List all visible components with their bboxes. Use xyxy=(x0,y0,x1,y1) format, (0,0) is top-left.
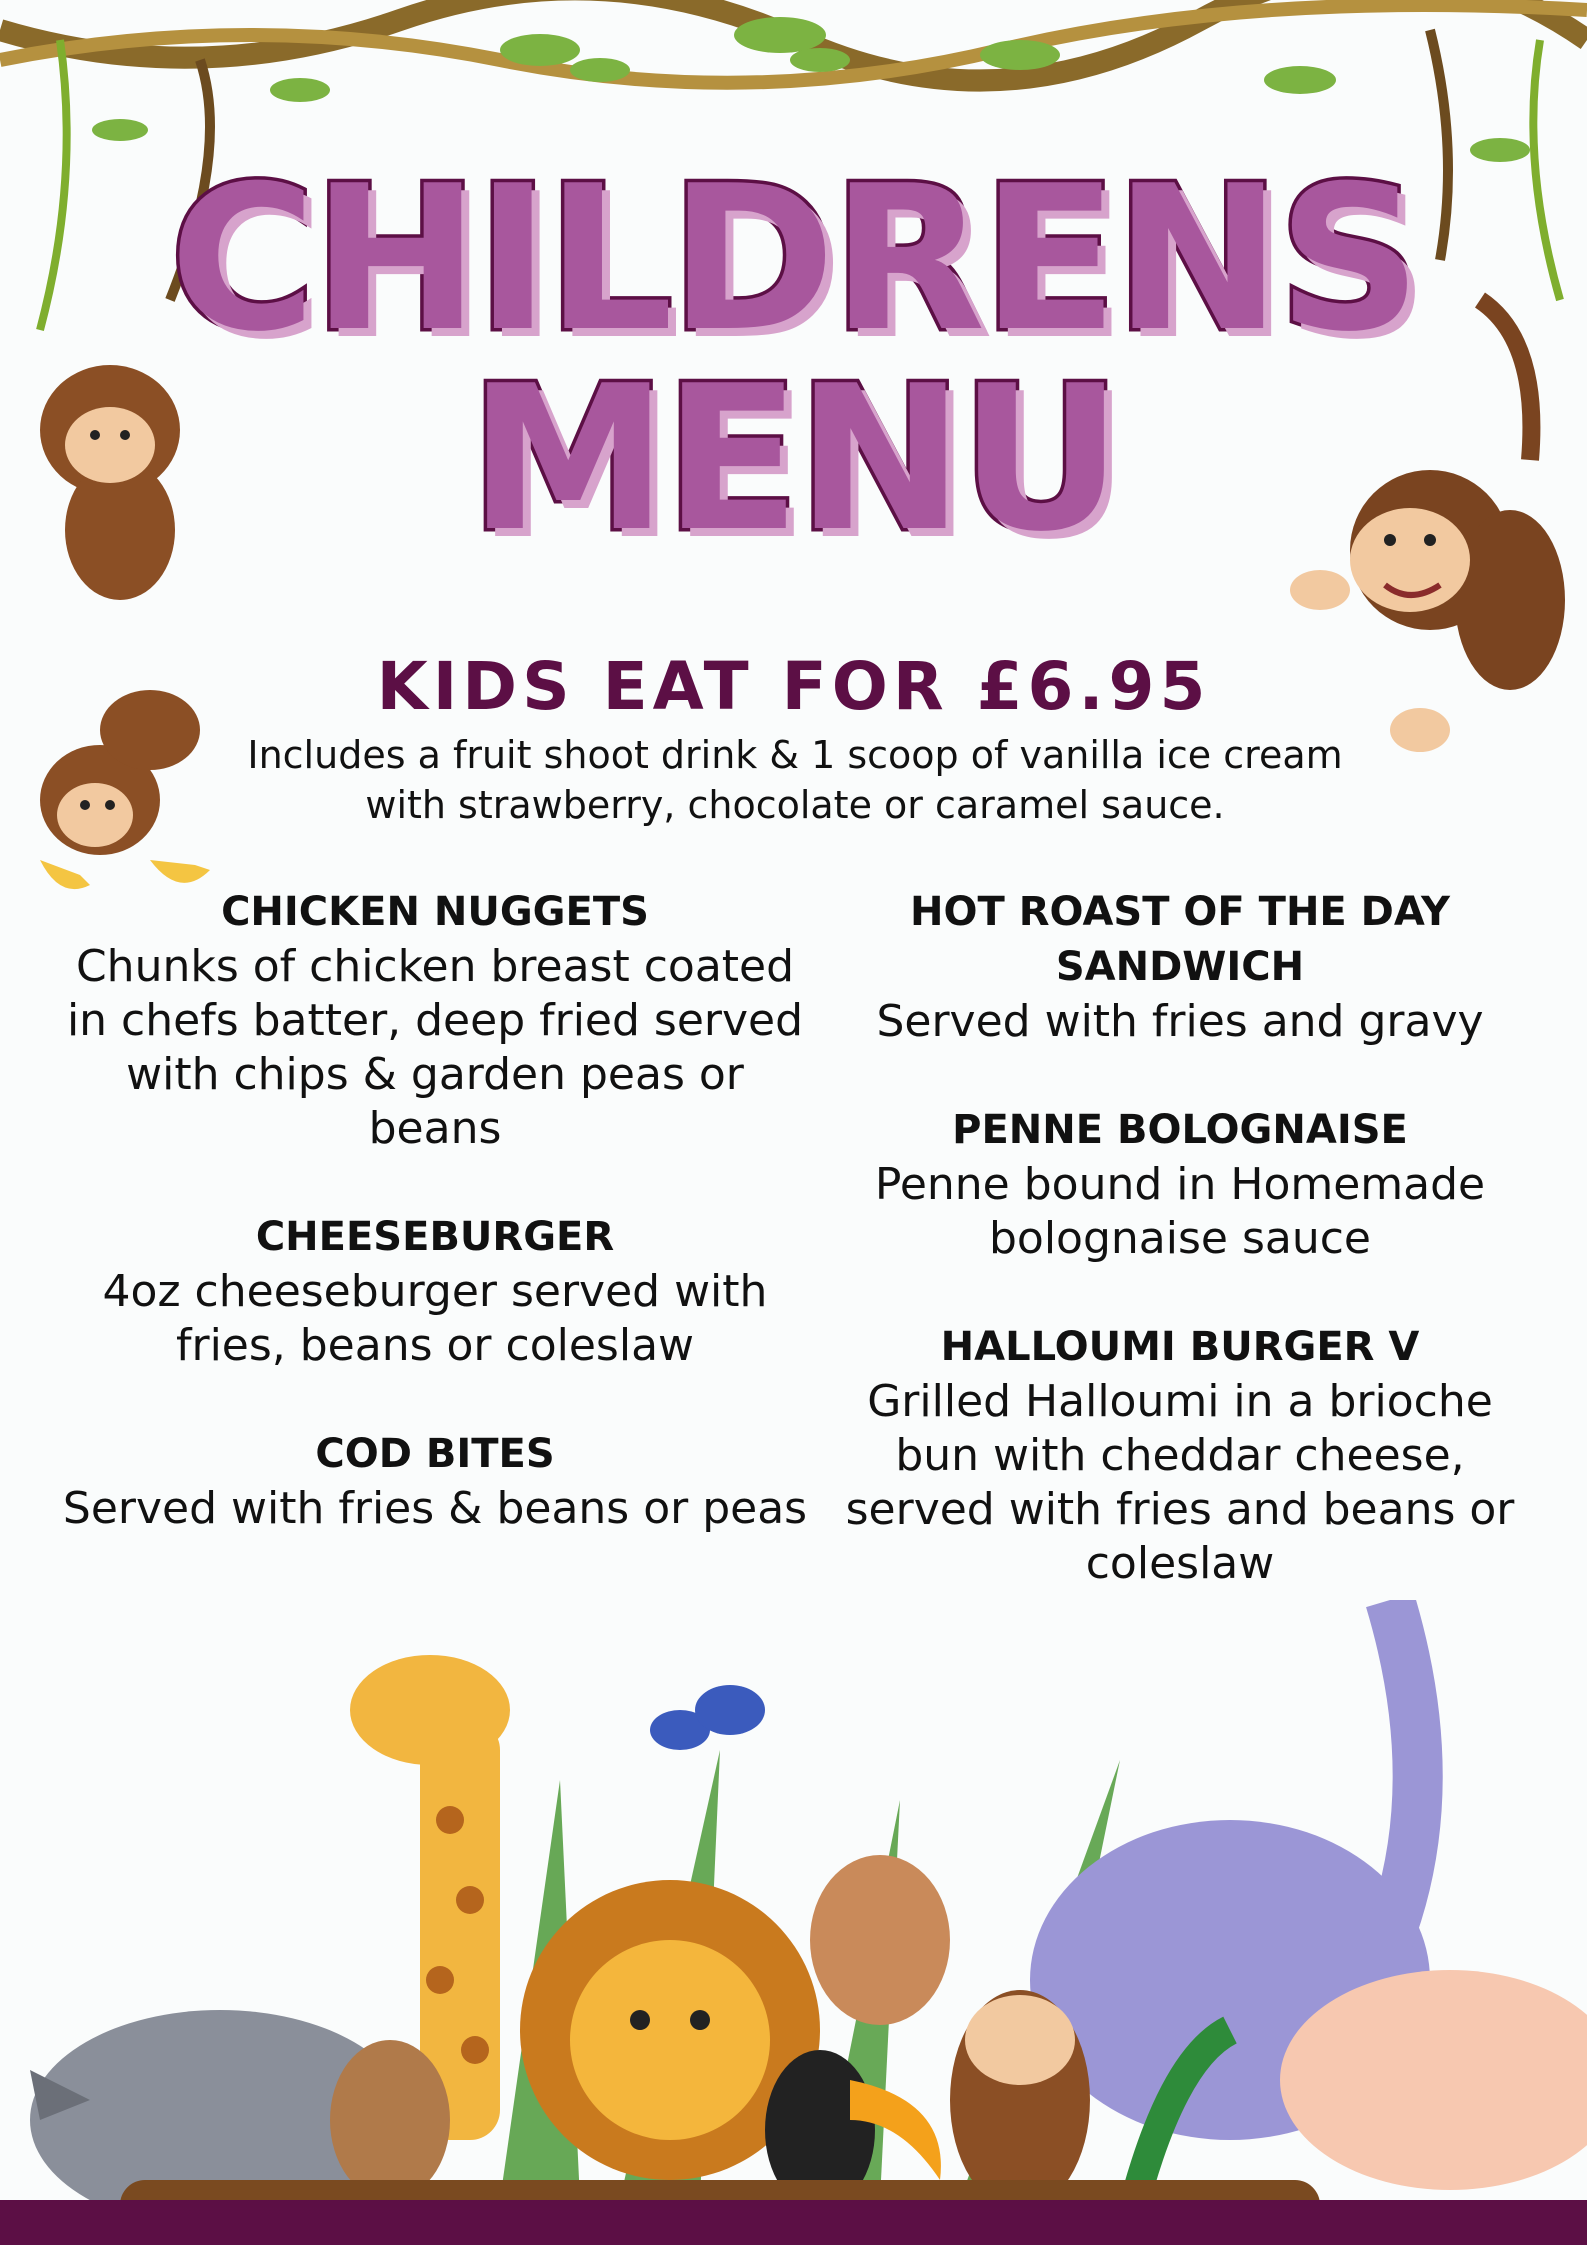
menu-item-name: PENNE BOLOGNAISE xyxy=(952,1107,1408,1153)
jungle-animals-illustration xyxy=(0,1600,1587,2245)
price-heading: KIDS EAT FOR £6.95 xyxy=(376,648,1211,725)
menu-item xyxy=(55,1427,815,1536)
menu-item-description: 4oz cheeseburger served with fries, beans or coleslaw xyxy=(102,1266,768,1371)
menu-item xyxy=(830,1320,1530,1591)
menu-column-right xyxy=(830,885,1530,1645)
menu-item xyxy=(830,885,1530,1049)
menu-item-description: Served with fries and gravy xyxy=(876,996,1484,1047)
menu-item-description: Served with fries & beans or peas xyxy=(62,1483,808,1534)
intro-text: Includes a fruit shoot drink & 1 scoop of vanilla ice cream with strawberry, chocolate or caramel sauce. xyxy=(247,733,1343,827)
menu-item xyxy=(830,1103,1530,1266)
menu-item-description: Penne bound in Homemade bolognaise sauce xyxy=(874,1159,1486,1264)
menu-item-name: COD BITES xyxy=(315,1431,555,1477)
footer-bar xyxy=(0,2200,1587,2245)
menu-item xyxy=(55,1210,815,1373)
menu-item-description: Grilled Halloumi in a brioche bun with cheddar cheese, served with fries and beans or coleslaw xyxy=(845,1376,1515,1589)
menu-column-left xyxy=(55,885,815,1590)
menu-item-name: HALLOUMI BURGER V xyxy=(940,1324,1420,1370)
menu-item-description: Chunks of chicken breast coated in chefs batter, deep fried served with chips & garden peas or beans xyxy=(66,941,804,1154)
menu-item-name: CHEESEBURGER xyxy=(255,1214,615,1260)
menu-item xyxy=(55,885,815,1156)
menu-title-line-2: MENU xyxy=(468,343,1119,576)
menu-item-name: CHICKEN NUGGETS xyxy=(221,889,649,935)
menu-item-name: HOT ROAST OF THE DAY SANDWICH xyxy=(910,889,1450,990)
menu-title-line-1: CHILDRENS xyxy=(169,143,1418,376)
